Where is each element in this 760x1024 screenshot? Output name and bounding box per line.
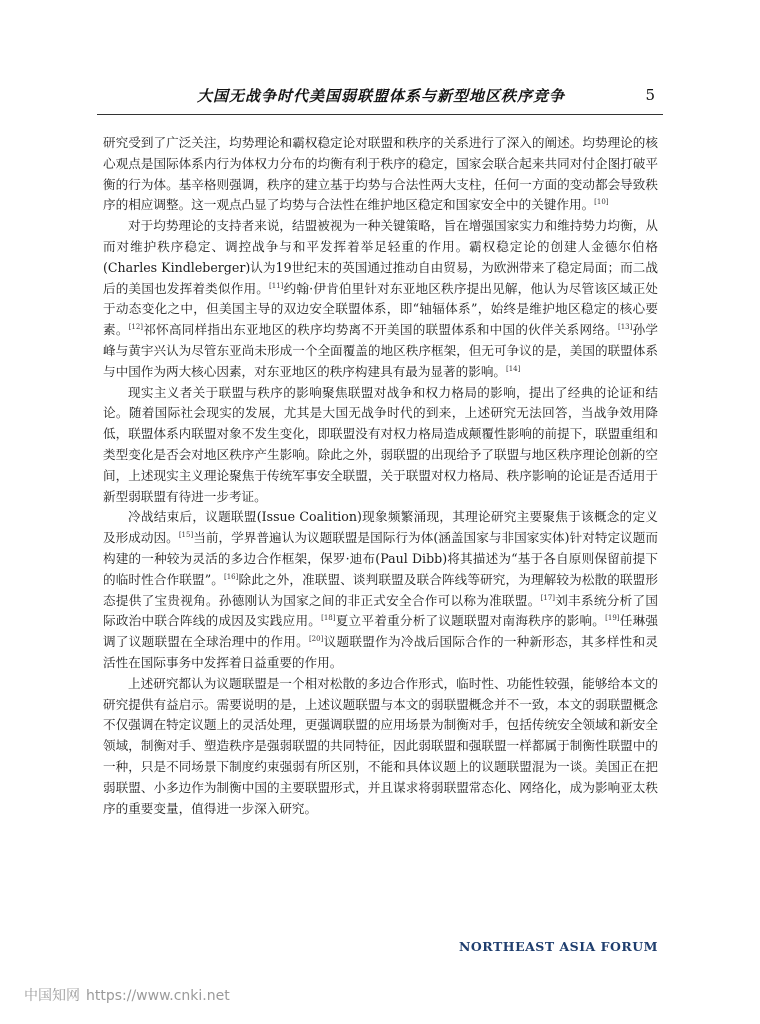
text-run: 除此之外，准联盟、谈判联盟及联合阵线等研究，为理解较为松散的联盟形态提供了宝贵视角。孙德刚认为国家之间的非正式安全合作可以称为准联盟。: [103, 571, 658, 608]
text-run: 任琳强调了议题联盟在全球治理中的作用。: [103, 613, 659, 650]
text-run: 上述研究都认为议题联盟是一个相对松散的多边合作形式，临时性、功能性较强，能够给本文的研究提供有益启示。需要说明的是，上述议题联盟与本文的弱联盟概念并不一致，本文的弱联盟概念不仅强调在特定议题上的灵活处理，更强调联盟的应用场景为制衡对手，包括传统安全领域和新安全领域，制衡对手、塑造秩序是强弱联盟的共同特征，因此弱联盟和强联盟一样都属于制衡性联盟中的一种，只是不同场景下制度约束强弱有所区别，不能和具体议题上的议题联盟混为一谈。美国正在把弱联盟、小多边作为制衡中国的主要联盟形式，并且谋求将弱联盟常态化、网络化，成为影响亚太秩序的重要变量，值得进一步深入研究。: [103, 675, 658, 816]
paragraph: [103, 507, 658, 673]
text-run: 议题联盟作为冷战后国际合作的一种新形态，其多样性和灵活性在国际事务中发挥着日益重要的作用。: [103, 634, 659, 670]
text-run: 孙学峰与黄宇兴认为尽管东亚尚未形成一个全面覆盖的地区秩序框架，但无可争议的是，美国的联盟体系与中国作为两大核心因素，对东亚地区的秩序构建具有最为显著的影响。: [103, 322, 659, 379]
text-run: 冷战结束后，议题联盟(Issue Coalition)现象频繁涌现，其理论研究主要聚焦于该概念的定义及形成动因。: [103, 509, 658, 546]
cnki-watermark: [24, 985, 230, 1005]
text-run: 现实主义者关于联盟与秩序的影响聚焦联盟对战争和权力格局的影响，提出了经典的论证和结论。随着国际社会现实的发展，尤其是大国无战争时代的到来，上述研究无法回答，当战争效用降低，联盟体系内联盟对象不发生变化，即联盟没有对权力格局造成颠覆性影响的前提下，联盟重组和类型变化是否会对地区秩序产生影响。除此之外，弱联盟的出现给予了联盟与地区秩序理论创新的空间，上述现实主义理论聚焦于传统军事安全联盟，关于联盟对权力格局、秩序影响的论证是否适用于新型弱联盟有待进一步考证。: [103, 384, 658, 504]
citation-ref: [13]: [617, 322, 633, 331]
article-body: [103, 133, 658, 819]
journal-name: NORTHEAST ASIA FORUM: [458, 939, 658, 954]
citation-ref: [14]: [506, 364, 521, 373]
citation-ref: [19]: [605, 614, 620, 623]
paragraph: [103, 383, 658, 508]
citation-ref: [12]: [128, 322, 144, 331]
citation-ref: [11]: [269, 281, 284, 290]
running-header: [97, 80, 663, 115]
text-run: 夏立平着重分析了议题联盟对南海秩序的影响。: [335, 613, 606, 629]
citation-ref: [18]: [321, 614, 336, 623]
text-run: 约翰·伊肯伯里针对东亚地区秩序提出见解，他认为尽管该区域正处于动态变化之中，但美国主导的双边安全联盟体系，即“轴辐体系”，始终是维护地区稳定的核心要素。: [103, 280, 658, 338]
paragraph: [103, 216, 658, 382]
text-run: 研究受到了广泛关注，均势理论和霸权稳定论对联盟和秩序的关系进行了深入的阐述。均势理论的核心观点是国际体系内行为体权力分布的均衡有利于秩序的稳定，国家会联合起来共同对付企图打破平衡的行为体。基辛格则强调，秩序的建立基于均势与合法性两大支柱，任何一方面的变动都会导致秩序的相应调整。这一观点凸显了均势与合法性在维护地区稳定和国家安全中的关键作用。: [103, 135, 658, 213]
text-run: 对于均势理论的支持者来说，结盟被视为一种关键策略，旨在增强国家实力和维持势力均衡，从而对维护秩序稳定、调控战争与和平发挥着举足轻重的作用。霸权稳定论的创建人金德尔伯格(Charles Kindleberger)认为19世纪末的英国通过推动自由贸易，为欧洲带来了稳定局面；而二战后的美国也发挥着类似作用。: [103, 218, 658, 296]
citation-ref: [15]: [178, 530, 194, 539]
paragraph: [103, 674, 658, 820]
page-number: 5: [645, 86, 655, 104]
citation-ref: [20]: [308, 634, 324, 643]
text-run: 当前，学界普遍认为议题联盟是国际行为体(涵盖国家与非国家实体)针对特定议题而构建的一种较为灵活的多边合作框架，保罗·迪布(Paul Dibb)将其描述为“基于各自原则保留前提下的临时性合作联盟”。: [103, 530, 659, 587]
citation-ref: [16]: [224, 572, 239, 581]
running-title: 大国无战争时代美国弱联盟体系与新型地区秩序竞争: [197, 87, 566, 105]
citation-ref: [17]: [540, 593, 556, 602]
text-run: 祁怀高同样指出东亚地区的秩序均势离不开美国的联盟体系和中国的伙伴关系网络。: [143, 322, 618, 338]
watermark-brand: 中国知网: [24, 988, 80, 1004]
text-run: 刘丰系统分析了国际政治中联合阵线的成因及实践应用。: [103, 592, 659, 629]
citation-ref: [10]: [594, 198, 609, 207]
watermark-url[interactable]: https://www.cnki.net: [86, 988, 230, 1004]
paragraph: [103, 133, 658, 216]
